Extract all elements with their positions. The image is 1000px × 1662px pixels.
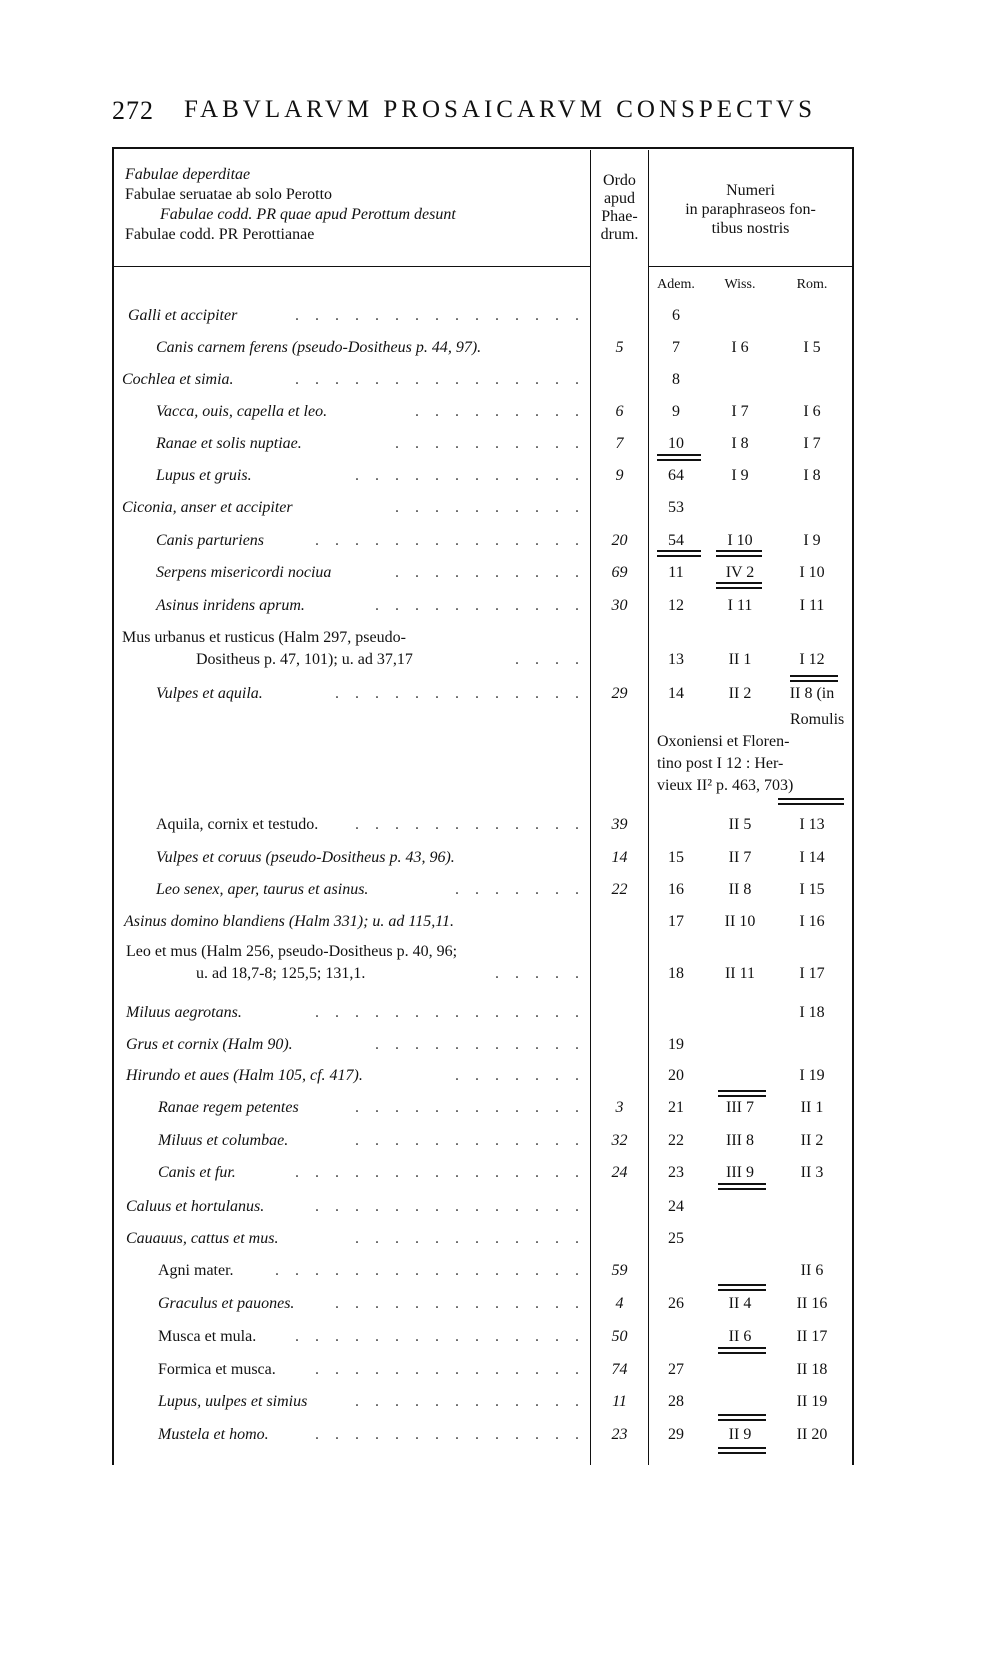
cell-adem: 20 [668,1067,684,1084]
cell-adem: 16 [668,881,684,898]
cell-adem: 17 [668,913,684,930]
row-title: Lupus et gruis. [156,467,252,484]
col-numeri-line2: in paraphraseos fon- [685,201,816,218]
col-divider-2 [648,150,649,1465]
cell-rom: II 17 [796,1328,828,1345]
cell-adem: 10 [668,435,684,452]
leader-dots: . . . . . . . . . . . [375,1036,585,1053]
leader-dots: . . . . . . . . . . . . . . [315,1004,585,1021]
cell-rom: I 13 [799,816,825,833]
cell-ordo: 4 [615,1295,624,1312]
cell-adem: 9 [672,403,680,420]
cell-wiss: II 2 [728,685,752,702]
cell-adem: 24 [668,1198,684,1215]
row-title: Cochlea et simia. [122,371,234,388]
legend-perotto: Fabulae seruatae ab solo Perotto [125,186,333,203]
romulus-note-3: tino post I 12 : Her- [657,755,784,772]
cell-rom: I 5 [803,339,821,356]
romulus-note-2: Oxoniensi et Floren- [657,733,790,750]
cell-wiss: III 9 [726,1164,754,1181]
cell-rom: I 12 [799,651,825,668]
leader-dots: . . . . . . . . . . . [375,597,585,614]
cell-wiss: II 8 [728,881,752,898]
underline-wiss-ii9 [718,1447,766,1449]
page-title: FABVLARVM PROSAICARVM CONSPECTVS [184,96,816,123]
row-title: Dositheus p. 47, 101); u. ad 37,17 [196,651,413,668]
row-title: Canis et fur. [158,1164,236,1181]
underline-wiss-i10 [716,550,762,552]
leader-dots: . . . . . . . . . . . . . . . [295,1164,585,1181]
underline-wiss-ii6 [718,1347,766,1349]
row-title: Vacca, ouis, capella et leo. [156,403,328,420]
cell-adem: 54 [668,532,684,549]
cell-rom: II 2 [800,1132,824,1149]
col-ordo-line4: drum. [600,226,639,243]
cell-ordo: 59 [611,1262,628,1279]
cell-wiss: I 7 [731,403,749,420]
cell-ordo: 5 [615,339,624,356]
cell-adem: 27 [668,1361,684,1378]
leader-dots: . . . . . . . . . . . . [355,1230,585,1247]
col-ordo-line3: Phae- [601,208,638,225]
leader-dots: . . . . . . . . . . . . . . . [295,1328,585,1345]
row-title: Ranae regem petentes [158,1099,299,1116]
cell-rom: I 18 [799,1004,825,1021]
row-title: Asinus inridens aprum. [156,597,305,614]
overline-wiss-ii9b [718,1419,766,1421]
row-title: Aquila, cornix et testudo. [156,816,319,833]
cell-ordo: 22 [611,881,628,898]
cell-adem: 8 [672,371,680,388]
underline-wiss-iii9 [718,1183,766,1185]
cell-adem: 18 [668,965,684,982]
cell-wiss: II 6 [728,1328,752,1345]
cell-adem: 15 [668,849,684,866]
leader-dots: . . . . . . . . . . . . [355,1132,585,1149]
col-ordo-line2: apud [603,190,636,207]
overline-wiss-ii4 [718,1284,766,1286]
cell-rom: I 17 [799,965,825,982]
leader-dots: . . . . . . . . . . . . [355,1099,585,1116]
cell-rom: II 16 [796,1295,828,1312]
cell-adem: 28 [668,1393,684,1410]
row-title: u. ad 18,7-8; 125,5; 131,1. [196,965,366,982]
cell-rom: I 9 [803,532,821,549]
cell-ordo: 6 [615,403,624,420]
row-title: Formica et musca. [158,1361,276,1378]
table-right-rule [852,147,854,1465]
leader-dots: . . . . [515,651,585,668]
cell-rom: I 19 [799,1067,825,1084]
cell-rom: II 18 [796,1361,828,1378]
leader-dots: . . . . . [495,965,585,982]
leader-dots: . . . . . . . . . . . . [355,1393,585,1410]
row-title: Miluus et columbae. [158,1132,289,1149]
row-title: Hirundo et aues (Halm 105, cf. 417). [126,1067,363,1084]
leader-dots: . . . . . . . [455,881,585,898]
cell-ordo: 20 [611,532,628,549]
cell-rom: I 7 [803,435,821,452]
underline-rom-i12b [790,680,838,682]
underline-adem-10b [657,459,701,461]
leader-dots: . . . . . . . . . . . . . [335,685,585,702]
cell-ordo: 30 [611,597,628,614]
row-title: Miluus aegrotans. [126,1004,242,1021]
leader-dots: . . . . . . . . . . [395,499,585,516]
cell-adem: 23 [668,1164,684,1181]
legend-codd-desunt: Fabulae codd. PR quae apud Perottum desunt [160,206,456,223]
row-title: Vulpes et aquila. [156,685,263,702]
cell-rom: II 1 [800,1099,824,1116]
underline-wiss-ii6b [718,1352,766,1354]
cell-adem: 22 [668,1132,684,1149]
row-title: Agni mater. [158,1262,234,1279]
leader-dots: . . . . . . . . . . . . . . [315,1426,585,1443]
cell-ordo: 24 [611,1164,628,1181]
row-title: Caluus et hortulanus. [126,1198,265,1215]
row-title: Cauauus, cattus et mus. [126,1230,279,1247]
underline-wiss-iv2b [716,587,762,589]
header-bottom-rule [114,266,590,267]
cell-wiss: II 7 [728,849,752,866]
leader-dots: . . . . . . . . . . . . . . [315,532,585,549]
col-numeri-line1: Numeri [726,182,775,199]
table-top-rule [112,147,854,149]
leader-dots: . . . . . . . . . [415,403,585,420]
cell-wiss: II 5 [728,816,752,833]
row-title: Asinus domino blandiens (Halm 331); u. ad 115,11. [124,913,455,930]
leader-dots: . . . . . . . . . . . . . . [315,1198,585,1215]
cell-ordo: 3 [615,1099,624,1116]
cell-rom: II 6 [800,1262,824,1279]
cell-ordo: 50 [611,1328,628,1345]
cell-rom: II 8 (in [789,685,835,702]
underline-rom-note [778,798,844,800]
cell-rom: I 16 [799,913,825,930]
romulus-note-1: Romulis [790,711,845,728]
col-ordo-line1: Ordo [603,172,636,189]
row-title: Ciconia, anser et accipiter [122,499,293,516]
col-numeri-line3: tibus nostris [711,220,790,237]
row-title: Vulpes et coruus (pseudo-Dositheus p. 43, 96). [156,849,455,866]
underline-adem-10 [657,454,701,456]
leader-dots: . . . . . . . . . . . . [355,816,585,833]
row-title: Mus urbanus et rusticus (Halm 297, pseudo- [122,629,406,646]
overline-wiss-iii7 [718,1090,766,1092]
cell-wiss: III 8 [726,1132,754,1149]
cell-wiss: IV 2 [725,564,755,581]
underline-wiss-ii9b [718,1452,766,1454]
cell-ordo: 32 [611,1132,628,1149]
page-number: 272 [112,96,154,125]
table-left-rule [112,147,114,1465]
subcol-rom: Rom. [796,277,828,292]
row-title: Canis parturiens [156,532,265,549]
underline-adem-54 [657,550,701,552]
cell-wiss: III 7 [726,1099,754,1116]
cell-wiss: I 6 [731,339,749,356]
cell-ordo: 11 [612,1393,627,1410]
cell-adem: 6 [672,307,680,324]
cell-rom: I 15 [799,881,825,898]
cell-adem: 11 [668,564,684,581]
cell-wiss: I 11 [727,597,753,614]
cell-wiss: II 4 [728,1295,752,1312]
underline-wiss-iv2 [716,582,762,584]
subcol-wiss: Wiss. [724,277,756,292]
row-title: Musca et mula. [158,1328,257,1345]
cell-rom: II 19 [796,1393,828,1410]
leader-dots: . . . . . . . . . . [395,435,585,452]
row-title: Graculus et pauones. [158,1295,295,1312]
cell-adem: 13 [668,651,684,668]
overline-wiss-ii4b [718,1289,766,1291]
leader-dots: . . . . . . . . . . . . . . . [295,371,585,388]
underline-wiss-i10b [716,555,762,557]
row-title: Leo senex, aper, taurus et asinus. [156,881,369,898]
cell-rom: I 14 [799,849,825,866]
cell-ordo: 7 [615,435,624,452]
cell-ordo: 23 [611,1426,628,1443]
cell-wiss: II 10 [724,913,756,930]
underline-wiss-iii9b [718,1188,766,1190]
subcol-adem: Adem. [657,277,695,292]
cell-adem: 26 [668,1295,684,1312]
cell-wiss: II 9 [728,1426,752,1443]
leader-dots: . . . . . . . . . . . . [355,467,585,484]
cell-wiss: I 10 [727,532,753,549]
cell-adem: 53 [668,499,684,516]
underline-adem-54b [657,555,701,557]
cell-ordo: 29 [611,685,628,702]
cell-ordo: 9 [615,467,624,484]
row-title: Canis carnem ferens (pseudo-Dositheus p. 44, 97). [156,339,482,356]
underline-rom-i12 [790,675,838,677]
cell-adem: 19 [668,1036,684,1053]
row-title: Galli et accipiter [128,307,238,324]
leader-dots: . . . . . . . [455,1067,585,1084]
row-title: Serpens misericordi nociua [156,564,332,581]
underline-rom-noteb [778,803,844,805]
cell-adem: 12 [668,597,684,614]
row-title: Ranae et solis nuptiae. [156,435,302,452]
row-title: Mustela et homo. [158,1426,269,1443]
cell-wiss: II 1 [728,651,752,668]
cell-rom: I 10 [799,564,825,581]
cell-ordo: 39 [611,816,628,833]
leader-dots: . . . . . . . . . . . . . [335,1295,585,1312]
legend-deperditae: Fabulae deperditae [125,166,251,183]
cell-wiss: I 9 [731,467,749,484]
cell-rom: I 6 [803,403,821,420]
row-title: Lupus, uulpes et simius [158,1393,308,1410]
overline-wiss-iii7b [718,1095,766,1097]
cell-adem: 7 [672,339,680,356]
row-title: Leo et mus (Halm 256, pseudo-Dositheus p. 40, 96; [126,943,458,960]
cell-adem: 21 [668,1099,684,1116]
page-header [112,96,892,136]
leader-dots: . . . . . . . . . . [395,564,585,581]
cell-rom: I 11 [799,597,825,614]
romulus-note-4: vieux II² p. 463, 703) [657,777,794,794]
cell-adem: 64 [668,467,684,484]
row-title: Grus et cornix (Halm 90). [126,1036,293,1053]
header-bottom-rule-2 [648,266,852,267]
cell-ordo: 14 [611,849,628,866]
cell-adem: 29 [668,1426,684,1443]
leader-dots: . . . . . . . . . . . . . . [315,1361,585,1378]
legend-codd-perottianae: Fabulae codd. PR Perottianae [125,226,315,243]
leader-dots: . . . . . . . . . . . . . . . [295,307,585,324]
cell-ordo: 69 [611,564,628,581]
cell-adem: 25 [668,1230,684,1247]
cell-rom: I 8 [803,467,821,484]
cell-rom: II 20 [796,1426,828,1443]
cell-wiss: I 8 [731,435,749,452]
cell-rom: II 3 [800,1164,824,1181]
cell-ordo: 74 [611,1361,628,1378]
overline-wiss-ii9 [718,1414,766,1416]
cell-wiss: II 11 [724,965,756,982]
cell-adem: 14 [668,685,684,702]
leader-dots: . . . . . . . . . . . . . . . . [275,1262,585,1279]
